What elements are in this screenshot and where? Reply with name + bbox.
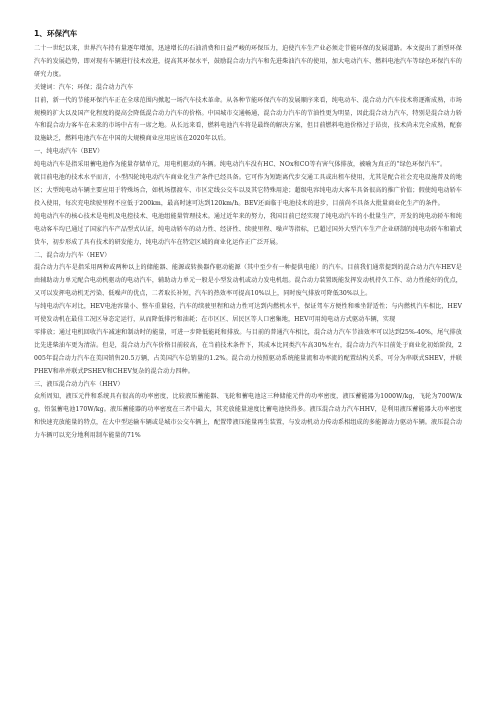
section-heading-hhv: 三、液压混合动力汽车（HHV） xyxy=(34,380,124,388)
paragraph-hev-efficiency: 零排放；通过电机回收汽车减速和制动时的能量，可进一步降低能耗和排放。与目前的普通汽车相比，混合动力汽车节油效率可以达到25%-40%，尾气排放比先进柴油车更为清洁。但是，混合动力汽车价格目前较高，在当前技术条件下，其成本比同类汽车高30%左右，混合动力汽车目前处于商业化初始阶段，2005年混合动力汽车在美国销售20.5万辆，占美国汽车总销量的1.2%。混合动力按照驱动系统能量流和功率流的配置结构关系，可分为串联式SHEV，并联PHEV和串并联式PSHEV和CHEV复杂的混合动力四种。 xyxy=(34,328,462,375)
paragraph-bev-core-tech: 纯电动汽车的核心技术是电机及电控技术、电池组能量管理技术。通过近年来的努力，我国目前已经实现了纯电动汽车的小批量生产，开发的纯电动轿车和纯电动客车均已通过了国家汽车产品型式认证，纯电动轿车的动力性、经济性、续驶里程、噪声等指标，已超过国外大型汽车生产企业研制的纯电动轿车和箱式货车，初步形成了具有技术的研发能力，纯电动汽车在特定区域的商业化运作正广泛开展。 xyxy=(34,212,462,246)
paragraph-bev-status: 就目前电池的技术水平而言，小型四轮纯电动汽车商业化生产条件已经具备。它可作为短距离代步交通工具或出租车使用，尤其是配合社会充电设施普及的地区；大型纯电动车辆主要应用于特殊场合，如机场摆渡车、市区定线公交车以及其它特殊用途；超级电容纯电动大客车具备很高的推广价值；假使纯电动轿车投入使用，每次充电续驶里程不应低于200km，最高时速可达到120km/h。BEV还面临于电池技术的进步，目前尚不具备大批量商业化生产的条件。 xyxy=(34,174,462,207)
paragraph-hhv-intro: 众所周知，液压元件和系统具有很高的功率密度，比较液压蓄能器、飞轮和蓄电池这三种储能元件的功率密度，液压蓄能器为1000W/kg，飞轮为700W/kg，铅氢蓄电池170W/kg。液压蓄能器的功率密度在三者中最大，其充放能量速度比蓄电池快得多。液压混合动力汽车HHV，是利用液压蓄能器大功率密度和快速充放能量的特点，在大中型运输车辆或是城市公交车辆上，配置带液压能量再生装置，与发动机动力传动系相组成的多能源动力驱动车辆。液压混合动力车辆可以充分地利用制车能量的71% xyxy=(34,393,462,440)
paragraph-overview: 目前，新一代的节能环保汽车正在全球范围内掀起一场汽车技术革命。从各种节能环保汽车的发展顺序来看，纯电动车、混合动力汽车技术将逐渐成熟，市场规模的扩大以及国产化程度的提高会降低混合动力汽车的价格。中国城市交通畅通，混合动力汽车的节油性更为明显，因此混合动力汽车，特别是混合动力轿车和混合动力客车在未来的市场中占有一席之地。从长远来看，燃料电池汽车将是最终的解决方案，但目前燃料电池价格过于昂贵，技术尚未完全成熟，配套设施缺乏，燃料电池汽车在中国的大规模商业应用应该在2020年以后。 xyxy=(34,96,462,143)
paragraph-bev-definition: 纯电动汽车是指采用蓄电池作为能量存储单元，用电机驱动的车辆。纯电动汽车没有HC、NOx和CO等有害气体排放，被喻为真正的“绿色环保汽车”。 xyxy=(34,161,447,169)
section-heading-bev: 一、纯电动汽车（BEV） xyxy=(34,148,104,156)
paragraph-keywords: 关键词：汽车；环保；混合动力汽车 xyxy=(34,83,134,91)
section-heading-hev: 二、混合动力汽车（HEV） xyxy=(34,251,111,259)
paragraph-hev-comparison: 与纯电动汽车对比，HEV电池容量小、整车重量轻，汽车的续驶里程和动力性可达到内燃机水平，保证驾车方便性和乘坐舒适性；与内燃机汽车相比，HEV可使发动机在最佳工况区导态定运行，从而降低排污和油耗；在市区区、居民区等人口密集地，HEV可用纯电动方式驱动车辆，实现 xyxy=(34,303,462,324)
paragraph-intro: 二十一世纪以来，世界汽车持有量逐年增加，迅速增长的石油消费和日益严峻的环保压力，迫使汽车生产业必须走节能环保的发展道路。本文提出了新型环保汽车的发展趋势，即对现有车辆进行技术改进，提高其环保水平，鼓励混合动力汽车和先进柴油汽车的使用，加大电动汽车、燃料电池汽车等绿色环保汽车的研究力度。 xyxy=(34,45,462,78)
paragraph-hev-definition: 混合动力汽车是指采用两种或两种以上的储能器、能源或转换器作驱动能源（其中至少有一种提供电能）的汽车。目前我们通常提到的混合动力汽车HEV是由辅助动力单元配合电动机驱动的电动汽车，辅助动力单元一般是小型发动机或动力发电机组。混合动力装置既能发挥发动机持久工作、动力性能好的优点，又可以发挥电动机无污染、低噪声的优点，二者取长补短，汽车的热效率可提高10%以上，同时废气排放可降低30%以上。 xyxy=(34,264,462,298)
document-title: 1、环保汽车 xyxy=(34,29,78,38)
